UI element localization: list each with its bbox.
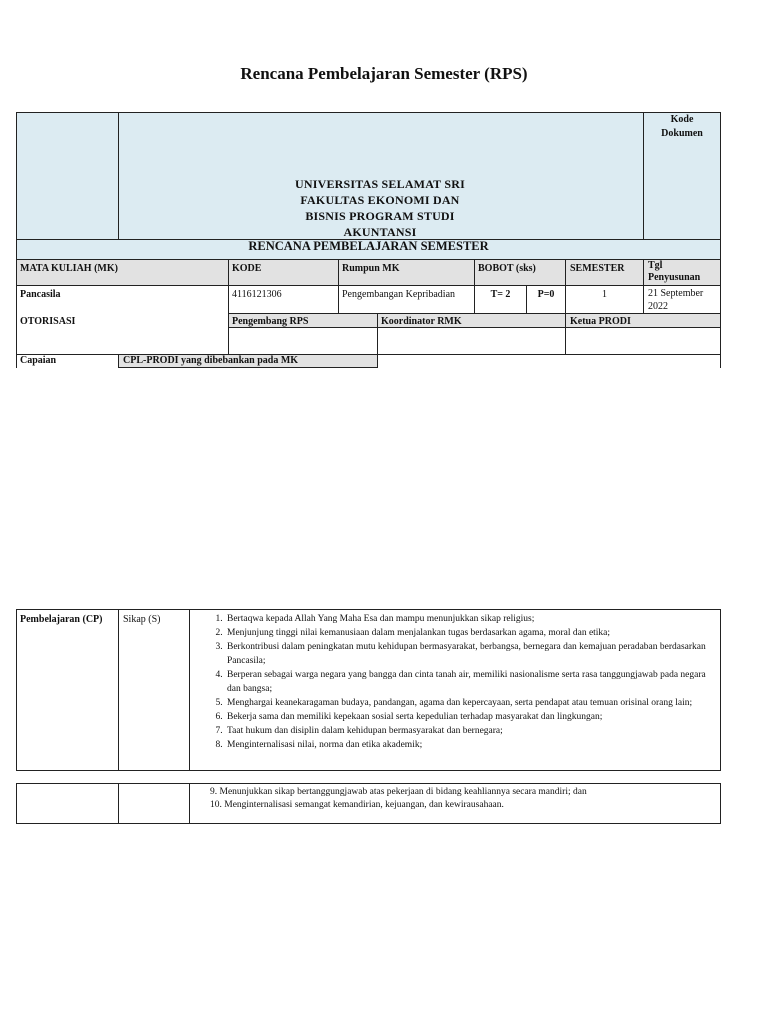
sikap-list-container bbox=[189, 612, 719, 752]
kode-dokumen-line-1: Kode bbox=[670, 114, 694, 125]
hdr-tgl bbox=[648, 260, 700, 284]
sikap-item-3: 3. Berkontribusi dalam peningkatan mutu kehidupan bermasyarakat, berbangsa, bernegara dan kemajuan peradaban berdasarkan Pancasila; bbox=[225, 640, 719, 668]
continued-item-10: 10. Menginternalisasi semangat kemandirian, kejuangan, dan kewirausahaan. bbox=[210, 800, 504, 810]
kode-dokumen-label bbox=[643, 113, 721, 141]
koordinator-sign-cell bbox=[377, 327, 566, 355]
hdr-tgl-line-1: Tgl bbox=[648, 260, 663, 271]
cpl-prodi-label: CPL-PRODI yang dibebankan pada MK bbox=[123, 355, 299, 366]
course-semester: 1 bbox=[602, 289, 607, 300]
document-title: Rencana Pembelajaran Semester (RPS) bbox=[240, 64, 528, 83]
course-bobot-t: T= 2 bbox=[490, 289, 511, 300]
ketua-sign-cell bbox=[565, 327, 721, 355]
pembelajaran-label-cell bbox=[16, 609, 119, 771]
capaian-right-border bbox=[720, 354, 721, 368]
continued-sikap-cell bbox=[118, 783, 190, 824]
institution-line-4: AKUNTANSI bbox=[343, 225, 417, 239]
hdr-rumpun: Rumpun MK bbox=[342, 263, 400, 274]
institution-line-1: UNIVERSITAS SELAMAT SRI bbox=[295, 177, 465, 191]
hdr-semester: SEMESTER bbox=[570, 263, 625, 274]
otorisasi-label: OTORISASI bbox=[20, 316, 76, 327]
hdr-kode: KODE bbox=[232, 263, 262, 274]
ketua-label: Ketua PRODI bbox=[570, 316, 631, 327]
sikap-item-7: 7. Taat hukum dan disiplin dalam kehidupan bermasyarakat dan bernegara; bbox=[225, 724, 719, 738]
course-tgl-line-2: 2022 bbox=[648, 301, 668, 312]
course-kode: 4116121306 bbox=[232, 289, 282, 300]
pembelajaran-label: Pembelajaran (CP) bbox=[20, 614, 103, 625]
continued-label-cell bbox=[16, 783, 119, 824]
sikap-item-8: 8. Menginternalisasi nilai, norma dan etika akademik; bbox=[225, 738, 719, 752]
sikap-list bbox=[189, 612, 719, 752]
pengembang-label: Pengembang RPS bbox=[232, 316, 309, 327]
sikap-item-5: 5. Menghargai keanekaragaman budaya, pandangan, agama dan kepercayaan, serta pendapat atau temuan orisinal orang lain; bbox=[225, 696, 719, 710]
continued-item-9: 9. Menunjukkan sikap bertanggungjawab atas pekerjaan di bidang keahliannya secara mandiri; dan bbox=[210, 787, 587, 797]
sikap-item-4: 4. Berperan sebagai warga negara yang bangga dan cinta tanah air, memiliki nasionalisme serta rasa tanggungjawab pada negara dan bangsa; bbox=[225, 668, 719, 696]
header-logo-cell bbox=[16, 112, 119, 240]
sikap-item-6: 6. Bekerja sama dan memiliki kepekaan sosial serta kepedulian terhadap masyarakat dan lingkungan; bbox=[225, 710, 719, 724]
rps-title: RENCANA PEMBELAJARAN SEMESTER bbox=[248, 239, 489, 253]
sikap-item-2: 2. Menjunjung tinggi nilai kemanusiaan dalam menjalankan tugas berdasarkan agama, moral dan etika; bbox=[225, 626, 719, 640]
course-tgl-line-1: 21 September bbox=[648, 288, 704, 299]
institution-line-2: FAKULTAS EKONOMI DAN bbox=[300, 193, 460, 207]
hdr-mata-kuliah: MATA KULIAH (MK) bbox=[20, 263, 118, 274]
course-name: Pancasila bbox=[20, 289, 61, 300]
institution-line-3: BISNIS PROGRAM STUDI bbox=[305, 209, 455, 223]
course-rumpun: Pengembangan Kepribadian bbox=[342, 289, 456, 300]
course-bobot-p: P=0 bbox=[537, 289, 555, 300]
kode-dokumen-line-2: Dokumen bbox=[661, 128, 703, 139]
institution-name bbox=[118, 176, 642, 240]
hdr-tgl-line-2: Penyusunan bbox=[648, 272, 701, 283]
capaian-label: Capaian bbox=[20, 355, 57, 366]
sikap-label-cell bbox=[118, 609, 190, 771]
sikap-item-1: 1. Bertaqwa kepada Allah Yang Maha Esa dan mampu menunjukkan sikap religius; bbox=[225, 612, 719, 626]
sikap-label: Sikap (S) bbox=[123, 614, 161, 625]
course-tgl bbox=[648, 287, 703, 313]
koordinator-label: Koordinator RMK bbox=[381, 316, 462, 327]
pengembang-sign-cell bbox=[228, 327, 378, 355]
hdr-bobot: BOBOT (sks) bbox=[478, 263, 536, 274]
